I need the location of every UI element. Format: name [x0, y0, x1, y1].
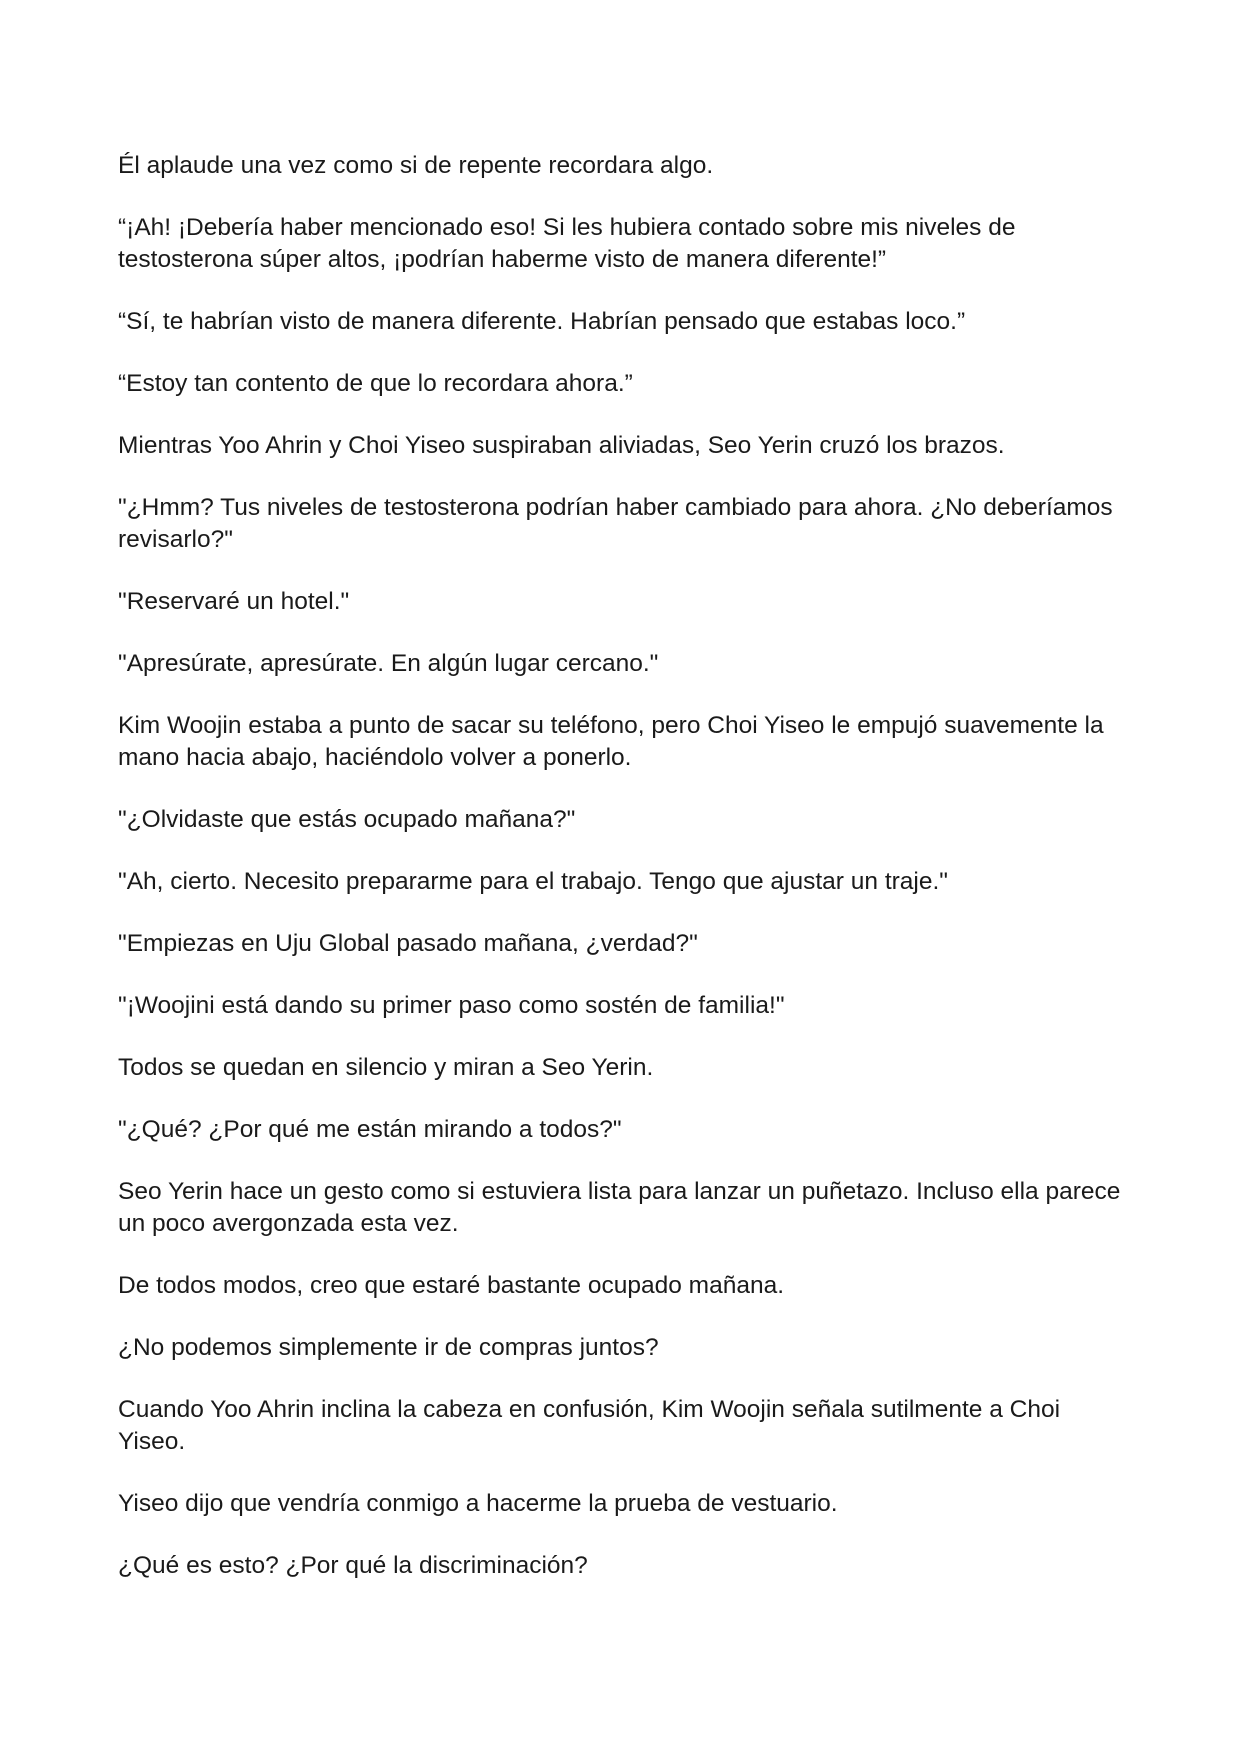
paragraph-5: Mientras Yoo Ahrin y Choi Yiseo suspiraban aliviadas, Seo Yerin cruzó los brazos. [118, 432, 1005, 459]
paragraph-17: De todos modos, creo que estaré bastante ocupado mañana. [118, 1272, 785, 1299]
paragraph-15: "¿Qué? ¿Por qué me están mirando a todos?" [118, 1116, 622, 1143]
paragraph-10: "¿Olvidaste que estás ocupado mañana?" [118, 806, 576, 833]
paragraph-2: “¡Ah! ¡Debería haber mencionado eso! Si les hubiera contado sobre mis niveles de testosterona súper altos, ¡podrían haberme visto de manera diferente!” [118, 214, 1016, 273]
paragraph-21: ¿Qué es esto? ¿Por qué la discriminación? [118, 1552, 588, 1579]
paragraph-19: Cuando Yoo Ahrin inclina la cabeza en confusión, Kim Woojin señala sutilmente a Choi Yiseo. [118, 1396, 1061, 1455]
paragraph-11: "Ah, cierto. Necesito prepararme para el trabajo. Tengo que ajustar un traje." [118, 868, 948, 895]
paragraph-12: "Empiezas en Uju Global pasado mañana, ¿verdad?" [118, 930, 698, 957]
paragraph-18: ¿No podemos simplemente ir de compras juntos? [118, 1334, 659, 1361]
paragraph-6: "¿Hmm? Tus niveles de testosterona podrían haber cambiado para ahora. ¿No deberíamos revisarlo?" [118, 494, 1113, 553]
document-body [118, 150, 1128, 1612]
paragraph-20: Yiseo dijo que vendría conmigo a hacerme la prueba de vestuario. [118, 1490, 838, 1517]
paragraph-8: "Apresúrate, apresúrate. En algún lugar cercano." [118, 650, 659, 677]
paragraph-4: “Estoy tan contento de que lo recordara ahora.” [118, 370, 633, 397]
paragraph-3: “Sí, te habrían visto de manera diferente. Habrían pensado que estabas loco.” [118, 308, 966, 335]
paragraph-1: Él aplaude una vez como si de repente recordara algo. [118, 152, 714, 179]
paragraph-9: Kim Woojin estaba a punto de sacar su teléfono, pero Choi Yiseo le empujó suavemente la mano hacia abajo, haciéndolo volver a ponerlo. [118, 712, 1104, 771]
paragraph-14: Todos se quedan en silencio y miran a Seo Yerin. [118, 1054, 654, 1081]
paragraph-13: "¡Woojini está dando su primer paso como sostén de familia!" [118, 992, 785, 1019]
paragraph-7: "Reservaré un hotel." [118, 588, 350, 615]
paragraph-16: Seo Yerin hace un gesto como si estuviera lista para lanzar un puñetazo. Incluso ella parece un poco avergonzada esta vez. [118, 1178, 1121, 1237]
